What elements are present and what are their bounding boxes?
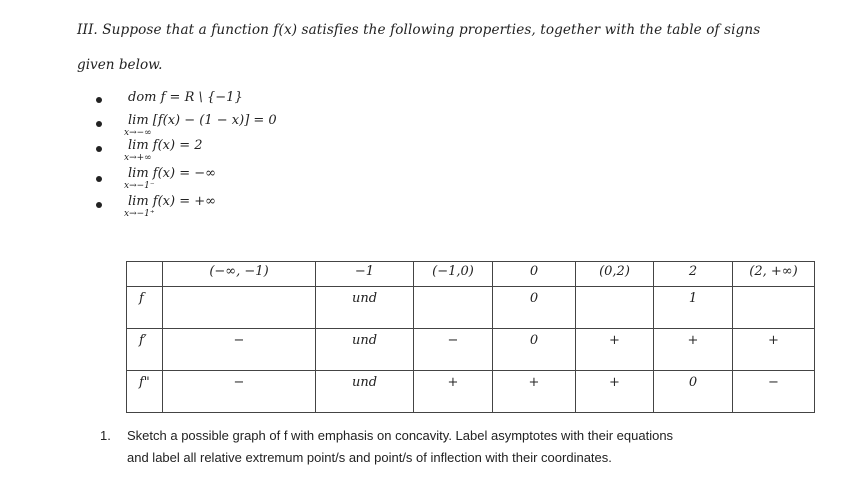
bullet-icon [96, 176, 102, 182]
bullet-icon [96, 146, 102, 152]
table-header-cell: −1 [316, 262, 414, 287]
table-cell: − [163, 371, 316, 413]
property-limit-plus-infinity-subscript: x→+∞ [124, 153, 152, 163]
row-label: f [127, 287, 163, 329]
property-right-limit-subscript: x→−1⁺ [124, 209, 155, 219]
table-cell: + [414, 371, 493, 413]
table-header-cell: 0 [493, 262, 576, 287]
property-oblique-limit: lim [f(x) − (1 − x)] = 0 [128, 113, 277, 128]
table-cell: + [493, 371, 576, 413]
table-header-cell: 2 [654, 262, 733, 287]
property-right-limit: lim f(x) = +∞ [128, 194, 216, 209]
table-cell: und [316, 329, 414, 371]
table-cell: 0 [654, 371, 733, 413]
table-row-f-double-prime [127, 371, 815, 413]
table-header-cell: (−∞, −1) [163, 262, 316, 287]
table-cell: − [414, 329, 493, 371]
table-cell: und [316, 371, 414, 413]
table-cell: 0 [493, 329, 576, 371]
table-cell: und [316, 287, 414, 329]
question-text-line-2: and label all relative extremum point/s and point/s of inflection with their coordinates. [127, 450, 612, 465]
table-cell: + [733, 329, 815, 371]
table-header-cell: (2, +∞) [733, 262, 815, 287]
table-cell: − [733, 371, 815, 413]
bullet-icon [96, 121, 102, 127]
question-number: 1. [100, 428, 111, 443]
property-left-limit: lim f(x) = −∞ [128, 166, 216, 181]
table-row-f-prime [127, 329, 815, 371]
table-cell [576, 287, 654, 329]
property-limit-plus-infinity: lim f(x) = 2 [128, 138, 203, 153]
table-row-f [127, 287, 815, 329]
table-cell: 0 [493, 287, 576, 329]
problem-statement-line-1: III. Suppose that a function f(x) satisfies the following properties, together with the table of signs [77, 22, 761, 38]
sign-table-header-row [127, 262, 815, 287]
row-label: f" [127, 371, 163, 413]
table-cell [127, 262, 163, 287]
table-cell: + [576, 329, 654, 371]
table-cell: − [163, 329, 316, 371]
bullet-icon [96, 97, 102, 103]
table-header-cell: (−1,0) [414, 262, 493, 287]
problem-statement-line-2: given below. [77, 57, 163, 73]
sign-table [126, 261, 815, 413]
bullet-icon [96, 202, 102, 208]
row-label: f′ [127, 329, 163, 371]
table-cell: 1 [654, 287, 733, 329]
table-cell [163, 287, 316, 329]
table-cell [733, 287, 815, 329]
property-oblique-limit-subscript: x→−∞ [124, 128, 152, 138]
question-text-line-1: Sketch a possible graph of f with emphasis on concavity. Label asymptotes with their equations [127, 428, 674, 443]
table-header-cell: (0,2) [576, 262, 654, 287]
table-cell: + [654, 329, 733, 371]
property-left-limit-subscript: x→−1⁻ [124, 181, 155, 191]
table-cell: + [576, 371, 654, 413]
property-domain: dom f = R \ {−1} [128, 90, 243, 105]
table-cell [414, 287, 493, 329]
